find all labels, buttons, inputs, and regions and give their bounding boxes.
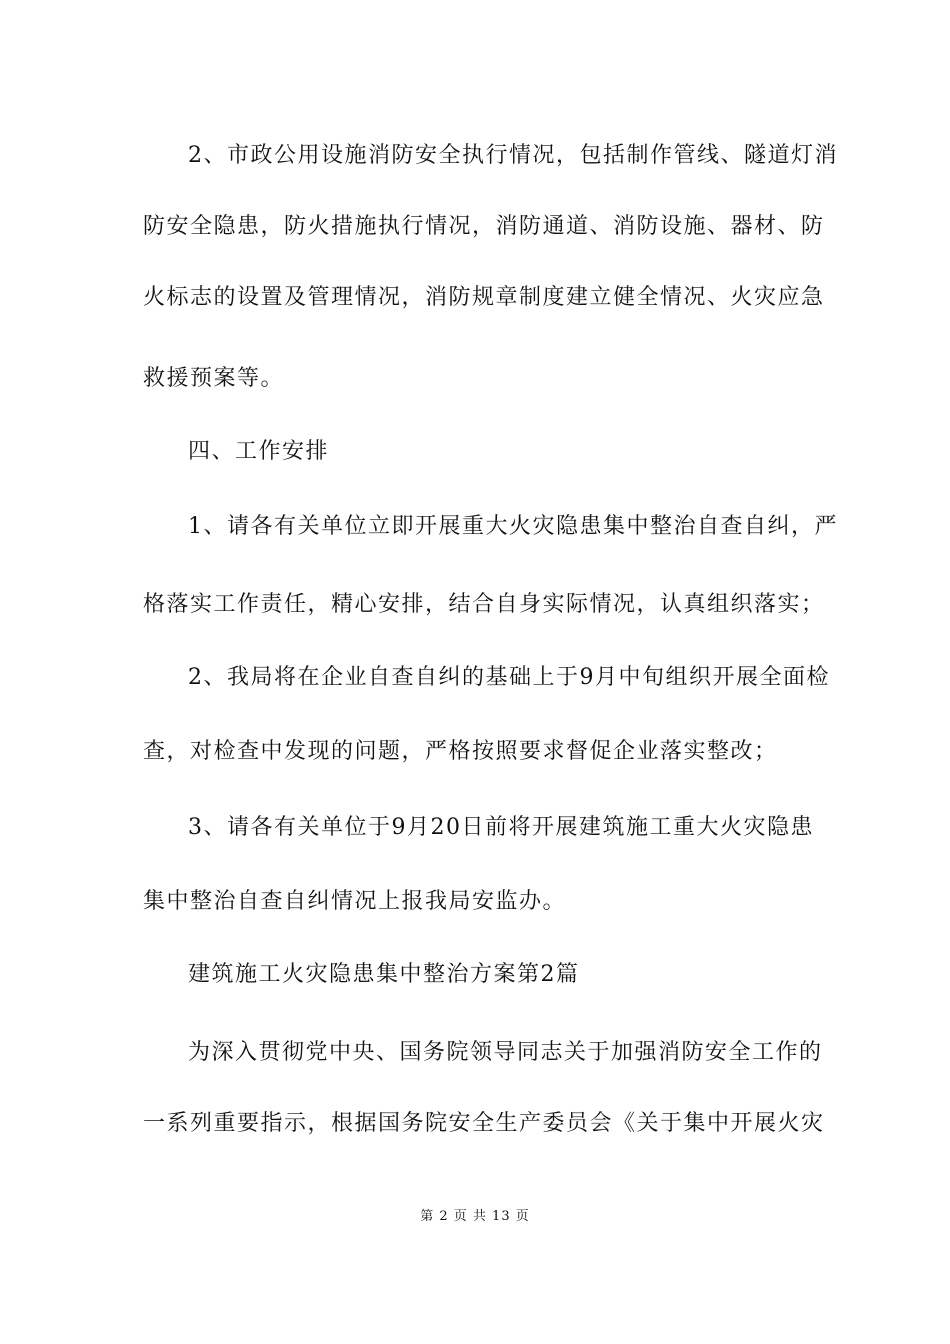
paragraph-line: 集中整治自查自纠情况上报我局安监办。 — [143, 889, 567, 914]
paragraph-line: 3、请各有关单位于9月20日前将开展建筑施工重大火灾隐患 — [188, 815, 814, 840]
paragraph-line: 格落实工作责任，精心安排，结合自身实际情况，认真组织落实； — [143, 592, 825, 617]
paragraph-line: 救援预案等。 — [143, 366, 285, 391]
paragraph-line: 火标志的设置及管理情况，消防规章制度建立健全情况、火灾应急 — [143, 285, 825, 310]
paragraph-line: 为深入贯彻党中央、国务院领导同志关于加强消防安全工作的 — [188, 1040, 823, 1065]
paragraph-line: 1、请各有关单位立即开展重大火灾隐患集中整治自查自纠，严 — [188, 514, 838, 539]
paragraph-line: 2、我局将在企业自查自纠的基础上于9月中旬组织开展全面检 — [188, 665, 830, 690]
section-heading: 四、工作安排 — [188, 439, 330, 464]
paragraph-line: 一系列重要指示，根据国务院安全生产委员会《关于集中开展火灾 — [143, 1111, 825, 1136]
page-number-footer: 第 2 页 共 13 页 — [420, 1209, 530, 1224]
paragraph-line: 2、市政公用设施消防安全执行情况，包括制作管线、隧道灯消 — [188, 143, 838, 168]
paragraph-line: 防安全隐患，防火措施执行情况，消防通道、消防设施、器材、防 — [143, 214, 825, 239]
paragraph-line: 查，对检查中发现的问题，严格按照要求督促企业落实整改； — [143, 739, 778, 764]
article-title: 建筑施工火灾隐患集中整治方案第2篇 — [188, 962, 580, 987]
